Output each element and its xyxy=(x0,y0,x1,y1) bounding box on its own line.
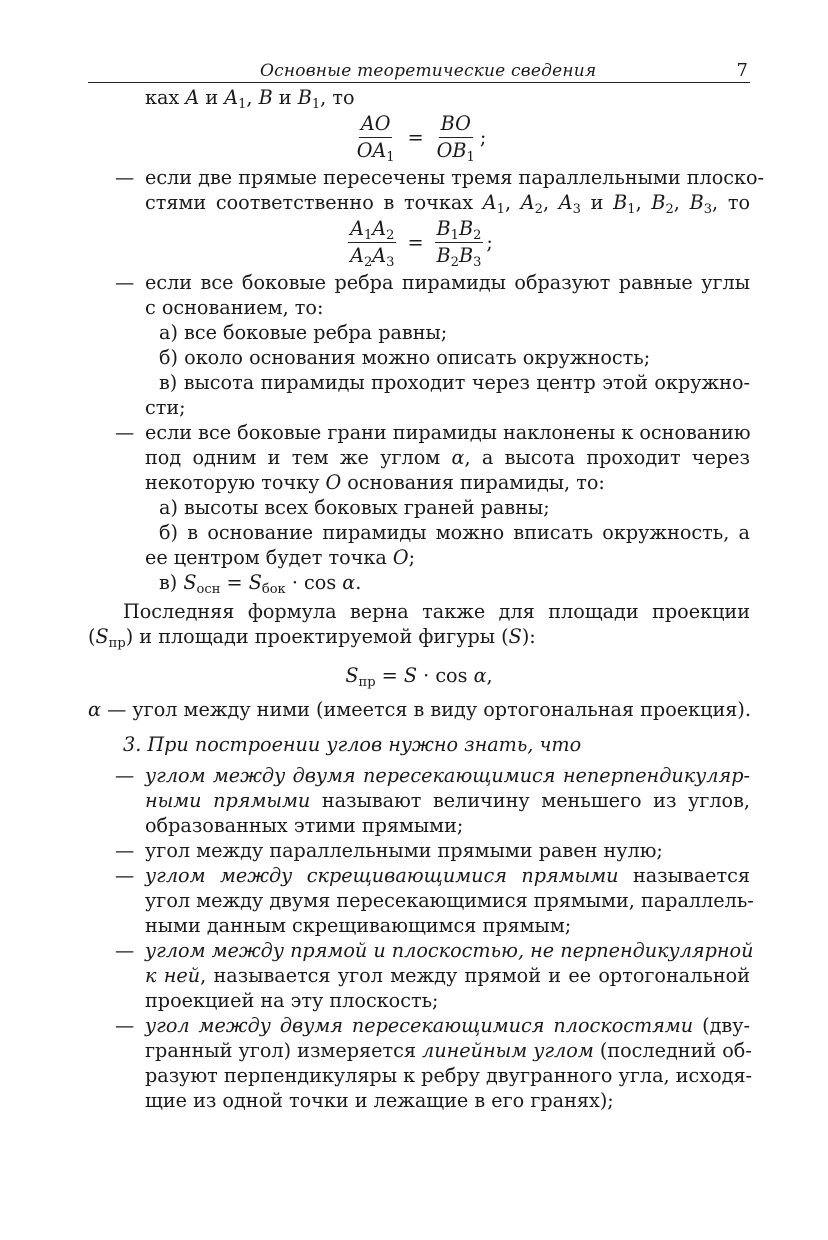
sublist-lateral-edges: а) все боковые ребра равны; б) около основания можно описать окружность; в) высота пирамиды проходит через центр этой окружно- xyxy=(159,321,750,394)
list-item-lateral-faces: — если все боковые грани пирамиды наклонены к основанию под одним и тем же углом α, а высота проходит через некоторую точку O основания пирамиды, то: xyxy=(115,421,751,494)
sublist-lateral-faces: а) высоты всех боковых граней равны; б) в основание пирамиды можно вписать окружность, а xyxy=(159,496,750,544)
fraction-b1b2: $\frac{B_1B_2}{B_2B_3}$ xyxy=(436,217,482,270)
list-item-parallel-lines: — угол между параллельными прямыми равен нулю; xyxy=(115,839,663,862)
fraction-ao: $\frac{AO}{OA_1}$ xyxy=(356,112,395,165)
list-item-line-plane: — углом между прямой и плоскостью, не перпендикулярной к ней, называется угол между прямой и ее ортогональной проекцией на эту плоскость; xyxy=(115,939,754,1012)
formula-ratio-a1a2: $\frac{A_1A_2}{A_2A_3}$ = $\frac{B_1B_2}{B_2B_3}$ ; xyxy=(350,217,493,270)
fraction-bo: $\frac{BO}{OB_1}$ xyxy=(436,112,475,165)
header-title: Основные теоретические сведения xyxy=(260,61,597,81)
list-item-intersecting-lines: — углом между двумя пересекающимися неперпендикуляр- ными прямыми называют величину меньшего из углов, образованных этими прямыми; xyxy=(115,764,751,837)
formula-ratio-ao: $\frac{AO}{OA_1}$ = $\frac{BO}{OB_1}$ ; xyxy=(356,112,487,165)
paragraph-projection: Последняя формула верна также для площади проекции xyxy=(123,600,750,623)
list-item-three-planes: — если две прямые пересечены тремя параллельными плоско- стями соответственно в точках $A_1$, $A_2$, $A_3$ и $B_1$, $B_2$, $B_3$, то xyxy=(115,166,765,217)
list-item-skew-lines: — углом между скрещивающимися прямыми называется угол между двумя пересекающимися прямыми, параллель- ными данным скрещивающимся прямым; xyxy=(115,864,754,937)
page: Основные теоретические сведения 7 ках A и $A_1$, B и $B_1$, то $\frac{AO}{OA_1}$ = $\frac{BO}{OB_1}$ ; — если две прямые пересечены тремя параллельными плоско- стями соответственно в точках $A_1$, $A_2$, $A_3$ и $B_1$, $B_2$, $B_3$, то $\frac{A_1A_2}{A_2A_3}$ = $\frac{B_1B_2}{B_2B_3}$ ; — если все боковые ребра пирамиды образуют равные углы с основанием, то: а) все боковые ребра равны; б) около основания можно описать окружность; в) высота пирамиды проходит через центр этой окружно- сти; — если все боковые грани пирамиды наклонены к основанию под одним и тем же углом α, а высота проходит через некоторую точку O основания пирамиды, то: а) высоты всех боковых граней равны; б) в основание пирамиды можно вписать окружность, а ее центром будет точка O; в) $S_{осн} = S_{бок} \cdot \cos \alpha$. Последняя формула верна также для площади проекции $(S_{пр})$ и площади проектируемой фигуры (S): $S_{пр} = S \cdot \cos \alpha$, α — угол между ними (имеется в виду ортогональная проекция). 3. При построении углов нужно знать, что — углом между двумя пересекающимися неперпендикуляр- ными прямыми называют величину меньшего из углов, образованных этими прямыми; — угол между параллельными прямыми равен нулю; — углом между скрещивающимися прямыми называется угол между двумя пересекающимися прямыми, параллель- ными данным скрещивающимся прямым; — углом между прямой и плоскостью, не перпендикулярной к ней, называется угол между прямой и ее ортогональной проекцией на эту плоскость; — угол между двумя пересекающимися плоскостями (дву- гранный угол) измеряется линейным углом (последний об- разуют перпендикуляры к ребру двугранного угла, исходя- щие из одной точки и лежащие в его гранях); xyxy=(88,60,765,1112)
paragraph-projection-cont: $(S_{пр})$ и площади проектируемой фигуры (S): xyxy=(88,625,536,651)
running-header xyxy=(88,58,750,83)
section-title-angles: 3. При построении углов нужно знать, что xyxy=(123,733,582,756)
fraction-a1a2: $\frac{A_1A_2}{A_2A_3}$ xyxy=(350,217,395,270)
continuation-line: ках A и $A_1$, B и $B_1$, то xyxy=(145,86,355,112)
list-item-lateral-edges: — если все боковые ребра пирамиды образуют равные углы с основанием, то: xyxy=(115,271,750,319)
page-number: 7 xyxy=(736,60,748,81)
paragraph-alpha: α — угол между ними (имеется в виду ортогональная проекция). xyxy=(88,698,751,721)
list-item-dihedral-angle: — угол между двумя пересекающимися плоскостями (дву- гранный угол) измеряется линейным углом (последний об- разуют перпендикуляры к ребру двугранного угла, исходя- щие из одной точки и лежащие в его гранях); xyxy=(115,1014,753,1112)
formula-projection-area: $S_{пр} = S \cdot \cos \alpha$, xyxy=(345,663,493,690)
